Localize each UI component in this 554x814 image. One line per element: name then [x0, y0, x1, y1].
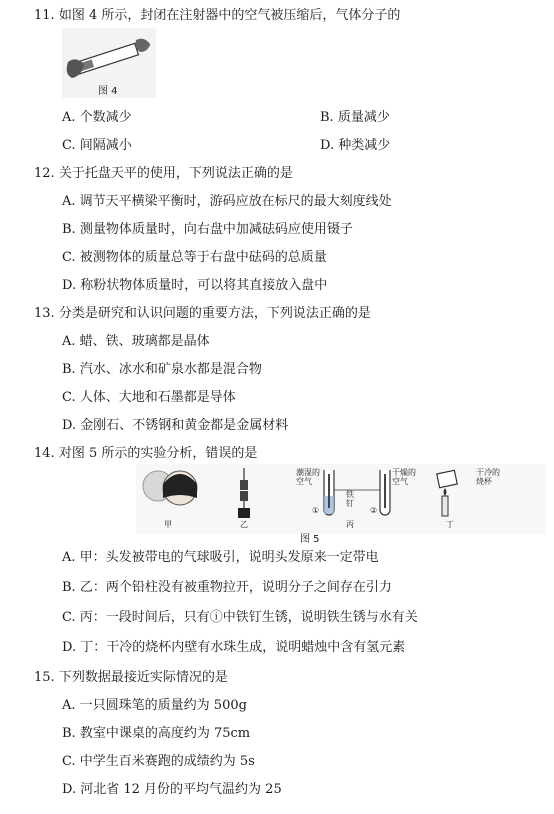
label-jia: 甲	[164, 520, 172, 529]
option-13-c[interactable]	[62, 390, 236, 406]
question-15-stem	[34, 670, 228, 686]
option-text: 中学生百米赛跑的成绩约为 5s	[79, 754, 255, 769]
question-number: 15.	[34, 670, 55, 685]
option-text: 蜡、铁、玻璃都是晶体	[79, 334, 210, 349]
option-text: 丁：干冷的烧杯内壁有水珠生成，说明蜡烛中含有氢元素	[80, 640, 406, 655]
question-number: 13.	[34, 306, 55, 321]
label-cold-beaker: 干冷的 烧杯	[476, 468, 500, 486]
option-13-d[interactable]	[62, 418, 288, 434]
option-letter: A.	[62, 194, 76, 209]
option-text: 调节天平横梁平衡时，游码应放在标尺的最大刻度线处	[79, 194, 392, 209]
option-14-d[interactable]	[62, 640, 405, 656]
option-text: 称粉状物体质量时，可以将其直接放入盘中	[80, 278, 328, 293]
option-12-c[interactable]	[62, 250, 327, 266]
option-text: 甲：头发被带电的气球吸引，说明头发原来一定带电	[79, 550, 379, 565]
option-text: 测量物体质量时，向右盘中加减砝码应使用镊子	[79, 222, 353, 237]
option-letter: B.	[62, 362, 76, 377]
label-circle-2: ②	[370, 506, 378, 515]
option-letter: C.	[62, 754, 76, 769]
label-ding: 丁	[446, 520, 454, 529]
option-12-d[interactable]	[62, 278, 327, 294]
option-15-c[interactable]	[62, 754, 255, 770]
option-text: 金刚石、不锈钢和黄金都是金属材料	[80, 418, 289, 433]
option-letter: D.	[62, 278, 77, 293]
option-text: 间隔减小	[79, 138, 132, 153]
question-14-stem	[34, 446, 257, 462]
option-text: 丙：一段时间后，只有ⓘ中铁钉生锈，说明铁生锈与水有关	[79, 610, 418, 625]
question-12-stem	[34, 166, 293, 182]
option-11-c[interactable]	[62, 138, 132, 154]
option-letter: D.	[320, 138, 335, 153]
question-number: 12.	[34, 166, 55, 181]
option-letter: C.	[62, 610, 76, 625]
option-text: 个数减少	[79, 110, 132, 125]
question-text: 分类是研究和认识问题的重要方法，下列说法正确的是	[58, 306, 371, 321]
option-text: 乙：两个铅柱没有被重物拉开，说明分子之间存在引力	[79, 580, 392, 595]
option-letter: A.	[62, 110, 76, 125]
option-14-b[interactable]	[62, 580, 392, 596]
option-letter: A.	[62, 550, 76, 565]
option-letter: A.	[62, 334, 76, 349]
label-bing: 丙	[346, 520, 354, 529]
option-letter: D.	[62, 782, 77, 797]
question-13-stem	[34, 306, 371, 322]
question-text: 关于托盘天平的使用，下列说法正确的是	[58, 166, 293, 181]
option-text: 一只圆珠笔的质量约为 500g	[79, 698, 247, 713]
option-letter: C.	[62, 138, 76, 153]
option-11-b[interactable]	[320, 110, 390, 126]
figure-4-caption: 图 4	[98, 86, 118, 97]
option-text: 教室中课桌的高度约为 75cm	[79, 726, 251, 741]
label-circle-1: ①	[312, 506, 320, 515]
option-letter: B.	[62, 222, 76, 237]
label-yi: 乙	[240, 520, 248, 529]
option-letter: D.	[62, 640, 77, 655]
option-text: 种类减少	[338, 138, 391, 153]
option-15-a[interactable]	[62, 698, 247, 714]
option-14-a[interactable]	[62, 550, 379, 566]
option-11-a[interactable]	[62, 110, 132, 126]
option-letter: B.	[320, 110, 334, 125]
option-11-d[interactable]	[320, 138, 390, 154]
option-text: 河北省 12 月份的平均气温约为 25	[80, 782, 282, 797]
label-humid-air: 潮湿的 空气	[296, 468, 320, 486]
option-13-a[interactable]	[62, 334, 210, 350]
option-letter: C.	[62, 250, 76, 265]
option-letter: B.	[62, 726, 76, 741]
option-text: 人体、大地和石墨都是导体	[79, 390, 236, 405]
option-letter: B.	[62, 580, 76, 595]
option-letter: C.	[62, 390, 76, 405]
question-11-stem	[34, 8, 400, 24]
question-text: 下列数据最接近实际情况的是	[58, 670, 228, 685]
label-dry-air: 干燥的 空气	[392, 468, 416, 486]
option-12-a[interactable]	[62, 194, 392, 210]
option-text: 质量减少	[337, 110, 390, 125]
option-12-b[interactable]	[62, 222, 353, 238]
option-15-b[interactable]	[62, 726, 250, 742]
question-text: 对图 5 所示的实验分析，错误的是	[58, 446, 258, 461]
label-nail: 铁 钉	[346, 490, 354, 508]
option-letter: D.	[62, 418, 77, 433]
option-text: 汽水、冰水和矿泉水都是混合物	[79, 362, 262, 377]
option-14-c[interactable]	[62, 610, 418, 626]
option-letter: A.	[62, 698, 76, 713]
option-text: 被测物体的质量总等于右盘中砝码的总质量	[79, 250, 327, 265]
option-15-d[interactable]	[62, 782, 282, 798]
figure-5-caption: 图 5	[300, 534, 320, 545]
question-number: 14.	[34, 446, 55, 461]
question-text: 如图 4 所示，封闭在注射器中的空气被压缩后，气体分子的	[58, 8, 401, 23]
option-13-b[interactable]	[62, 362, 262, 378]
question-number: 11.	[34, 8, 55, 23]
